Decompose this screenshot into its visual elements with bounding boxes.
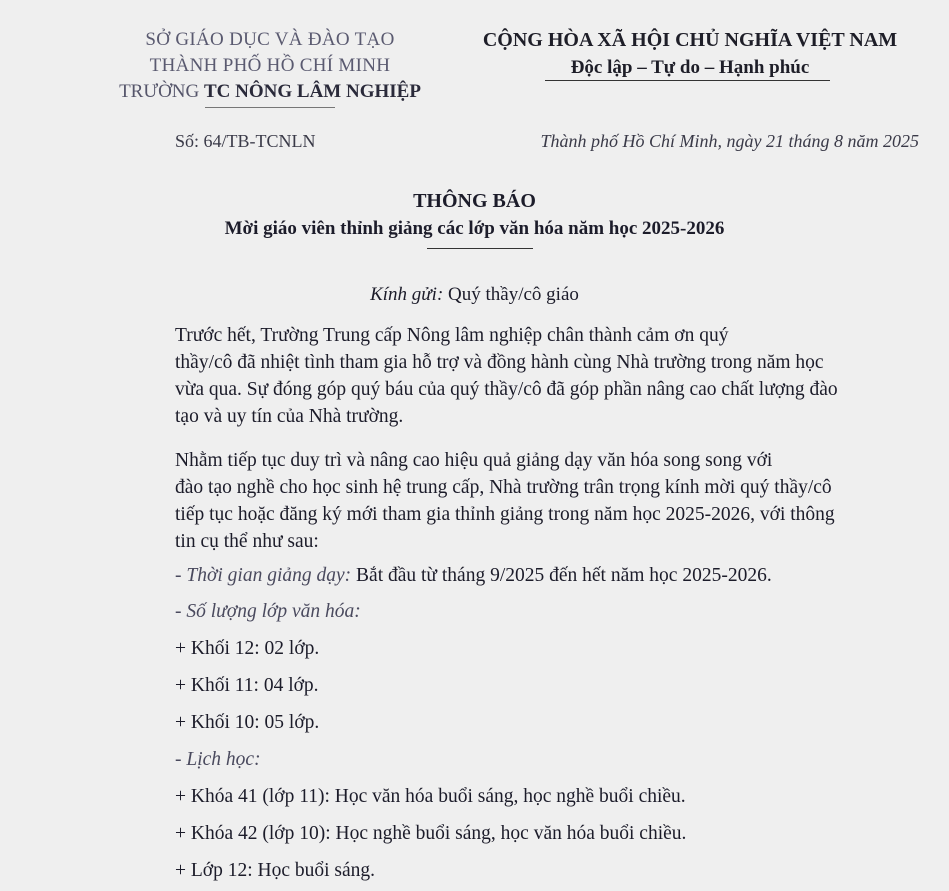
paragraph2-line4: tin cụ thể như sau:	[175, 531, 319, 552]
motto-underline	[545, 80, 830, 81]
class-count-grade10: + Khối 10: 05 lớp.	[175, 712, 320, 733]
issuer-school-prefix: TRƯỜNG	[119, 81, 204, 102]
issuer-school-name: TC NÔNG LÂM NGHIỆP	[204, 81, 421, 102]
teaching-time-value: Bắt đầu từ tháng 9/2025 đến hết năm học 2025-2026.	[351, 565, 772, 586]
paragraph2-line1: Nhằm tiếp tục duy trì và nâng cao hiệu quả giảng dạy văn hóa song song với	[175, 450, 773, 471]
issuer-underline	[205, 107, 335, 108]
schedule-course42: + Khóa 42 (lớp 10): Học nghề buổi sáng, học văn hóa buổi chiều.	[175, 823, 687, 844]
national-title: CỘNG HÒA XÃ HỘI CHỦ NGHĨA VIỆT NAM	[482, 29, 898, 51]
teaching-time-label: - Thời gian giảng dạy:	[175, 565, 352, 586]
teaching-time	[175, 565, 772, 587]
national-header	[450, 27, 930, 81]
document-number: Số: 64/TB-TCNLN	[175, 131, 316, 151]
national-motto: Độc lập – Tự do – Hạnh phúc	[570, 57, 810, 78]
document-date: Thành phố Hồ Chí Minh, ngày 21 tháng 8 năm 2025	[540, 131, 919, 151]
paragraph1-line3: vừa qua. Sự đóng góp quý báu của quý thầy/cô đã góp phần nâng cao chất lượng đào	[175, 379, 838, 400]
salutation-label: Kính gửi:	[370, 284, 444, 305]
salutation-recipient: Quý thầy/cô giáo	[448, 284, 579, 305]
issuer-header	[80, 27, 460, 105]
issuer-city: THÀNH PHỐ HỒ CHÍ MINH	[149, 55, 391, 76]
issuer-school	[80, 79, 460, 105]
schedule-grade12: + Lớp 12: Học buổi sáng.	[175, 860, 376, 881]
schedule-course41: + Khóa 41 (lớp 11): Học văn hóa buổi sáng, học nghề buổi chiều.	[175, 786, 686, 807]
document-subtitle: Mời giáo viên thỉnh giảng các lớp văn hóa năm học 2025-2026	[224, 218, 725, 239]
paragraph1-line1: Trước hết, Trường Trung cấp Nông lâm nghiệp chân thành cảm ơn quý	[175, 325, 729, 346]
paragraph1-line4: tạo và uy tín của Nhà trường.	[175, 406, 404, 427]
class-count-grade12: + Khối 12: 02 lớp.	[175, 638, 320, 659]
paragraph2-line2: đào tạo nghề cho học sinh hệ trung cấp, Nhà trường trân trọng kính mời quý thầy/cô	[175, 477, 832, 498]
schedule-label	[175, 749, 261, 771]
document-title: THÔNG BÁO	[413, 190, 536, 212]
class-count-label-text: - Số lượng lớp văn hóa:	[175, 601, 361, 622]
paragraph2-line3: tiếp tục hoặc đăng ký mới tham gia thỉnh giảng trong năm học 2025-2026, với thông	[175, 504, 835, 525]
class-count-grade11: + Khối 11: 04 lớp.	[175, 675, 319, 696]
class-count-label	[175, 601, 361, 623]
issuer-department: SỞ GIÁO DỤC VÀ ĐÀO TẠO	[145, 29, 395, 50]
salutation	[0, 284, 949, 306]
title-underline	[427, 248, 533, 249]
paragraph1-line2: thầy/cô đã nhiệt tình tham gia hỗ trợ và đồng hành cùng Nhà trường trong năm học	[175, 352, 824, 373]
schedule-label-text: - Lịch học:	[175, 749, 261, 770]
